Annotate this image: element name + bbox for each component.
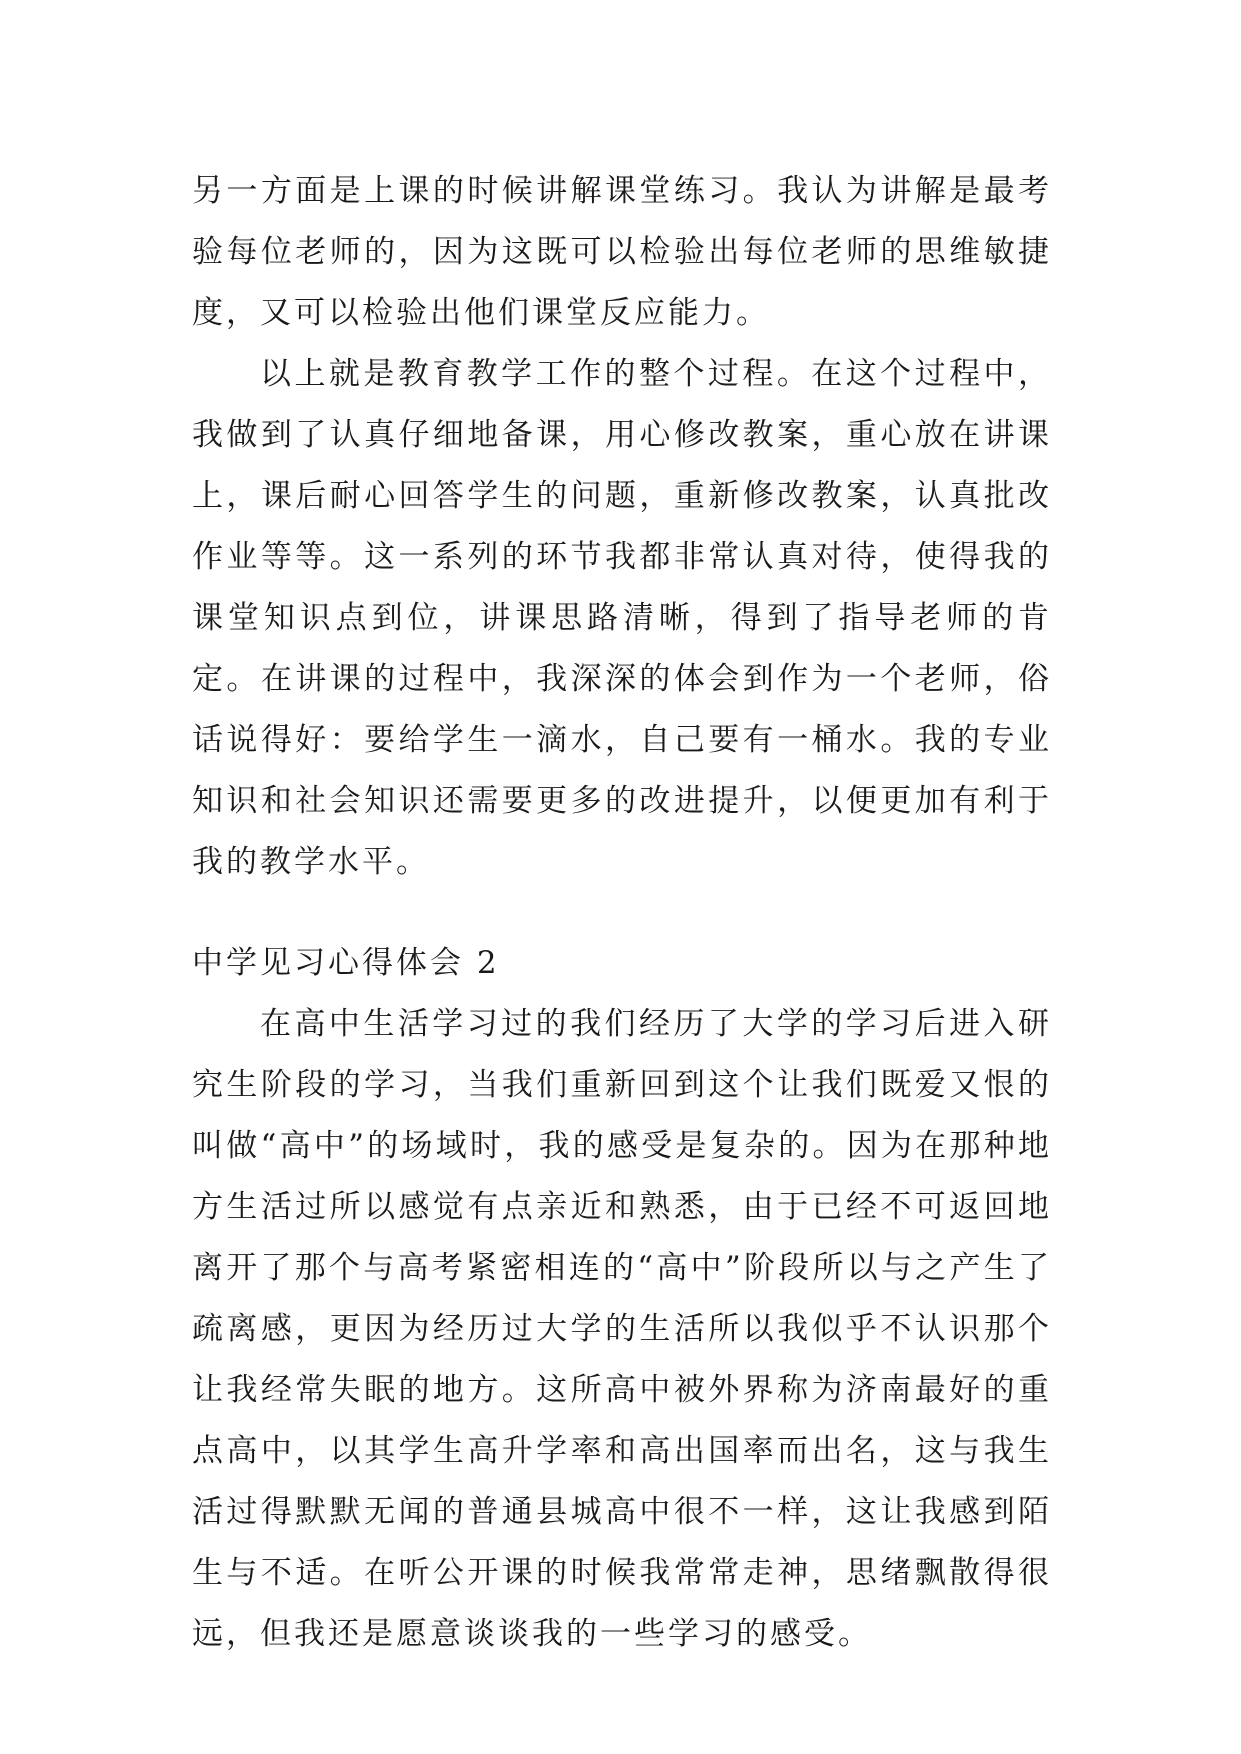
document-body bbox=[192, 161, 1052, 1665]
paragraph-teaching-process: 以上就是教育教学工作的整个过程。在这个过程中，我做到了认真仔细地备课，用心修改教案，重心放在讲课上，课后耐心回答学生的问题，重新修改教案，认真批改作业等等。这一系列的环节我都非常认真对待，使得我的课堂知识点到位，讲课思路清晰，得到了指导老师的肯定。在讲课的过程中，我深深的体会到作为一个老师，俗话说得好：要给学生一滴水，自己要有一桶水。我的专业知识和社会知识还需要更多的改进提升，以便更加有利于我的教学水平。 bbox=[192, 356, 1052, 880]
paragraph-high-school-reflection: 在高中生活学习过的我们经历了大学的学习后进入研究生阶段的学习，当我们重新回到这个让我们既爱又恨的叫做“高中”的场域时，我的感受是复杂的。因为在那种地方生活过所以感觉有点亲近和熟悉，由于已经不可返回地离开了那个与高考紧密相连的“高中”阶段所以与之产生了疏离感，更因为经历过大学的生活所以我似乎不认识那个让我经常失眠的地方。这所高中被外界称为济南最好的重点高中，以其学生高升学率和高出国率而出名，这与我生活过得默默无闻的普通县城高中很不一样，这让我感到陌生与不适。在听公开课的时候我常常走神，思绪飘散得很远，但我还是愿意谈谈我的一些学习的感受。 bbox=[192, 1006, 1052, 1652]
section-heading: 中学见习心得体会 2 bbox=[192, 945, 500, 981]
paragraph-continuation: 另一方面是上课的时候讲解课堂练习。我认为讲解是最考验每位老师的，因为这既可以检验出每位老师的思维敏捷度，又可以检验出他们课堂反应能力。 bbox=[192, 173, 1052, 331]
